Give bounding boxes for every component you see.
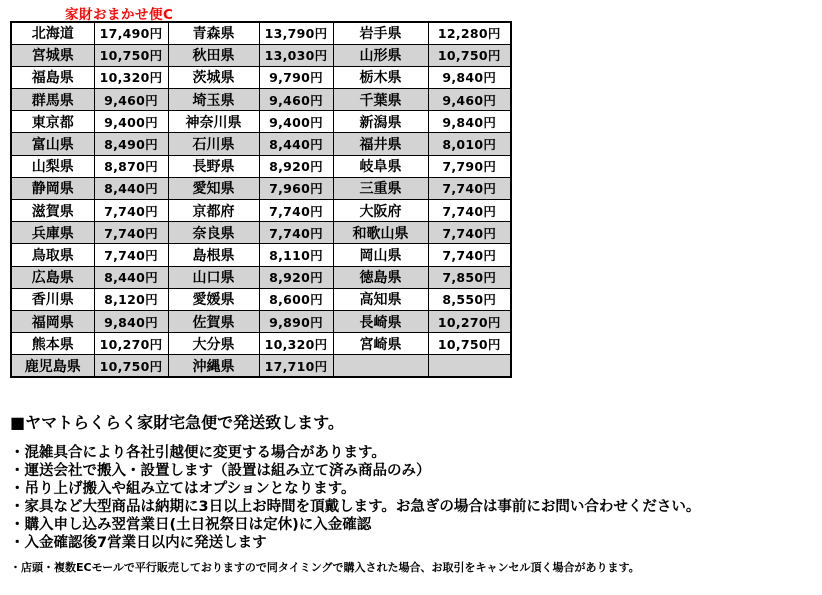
prefecture-cell [333, 355, 428, 377]
prefecture-cell: 愛媛県 [168, 288, 259, 310]
prefecture-cell: 宮崎県 [333, 333, 428, 355]
price-cell: 10,270円 [94, 333, 168, 355]
prefecture-cell: 栃木県 [333, 66, 428, 88]
prefecture-cell: 宮城県 [11, 44, 94, 66]
price-cell: 13,790円 [259, 22, 333, 44]
prefecture-cell: 秋田県 [168, 44, 259, 66]
prefecture-cell: 山形県 [333, 44, 428, 66]
prefecture-cell: 熊本県 [11, 333, 94, 355]
price-cell: 9,840円 [428, 111, 511, 133]
price-cell: 8,120円 [94, 288, 168, 310]
price-cell: 10,320円 [259, 333, 333, 355]
prefecture-cell: 広島県 [11, 266, 94, 288]
table-row [11, 133, 511, 155]
table-row [11, 355, 511, 377]
price-cell: 7,960円 [259, 177, 333, 199]
notes-bullet: ・家具など大型商品は納期に3日以上お時間を頂戴します。お急ぎの場合は事前にお問い合わせください。 [10, 499, 701, 515]
price-cell: 8,870円 [94, 155, 168, 177]
notes-heading: ■ヤマトらくらく家財宅急便で発送致します。 [10, 413, 344, 432]
page-title: 家財おまかせ便C [65, 7, 174, 23]
price-cell: 7,740円 [428, 244, 511, 266]
price-cell: 8,110円 [259, 244, 333, 266]
prefecture-cell: 福岡県 [11, 310, 94, 332]
prefecture-cell: 大分県 [168, 333, 259, 355]
price-cell: 9,890円 [259, 310, 333, 332]
prefecture-cell: 大阪府 [333, 200, 428, 222]
price-cell: 7,740円 [94, 244, 168, 266]
prefecture-cell: 香川県 [11, 288, 94, 310]
prefecture-cell: 北海道 [11, 22, 94, 44]
prefecture-cell: 滋賀県 [11, 200, 94, 222]
prefecture-cell: 兵庫県 [11, 222, 94, 244]
price-cell: 9,840円 [94, 310, 168, 332]
prefecture-cell: 静岡県 [11, 177, 94, 199]
price-cell: 8,920円 [259, 266, 333, 288]
prefecture-cell: 千葉県 [333, 89, 428, 111]
price-cell: 9,400円 [94, 111, 168, 133]
prefecture-cell: 徳島県 [333, 266, 428, 288]
prefecture-cell: 茨城県 [168, 66, 259, 88]
prefecture-cell: 鳥取県 [11, 244, 94, 266]
prefecture-cell: 三重県 [333, 177, 428, 199]
price-cell: 17,710円 [259, 355, 333, 377]
table-row [11, 333, 511, 355]
table-row [11, 66, 511, 88]
price-cell: 9,460円 [259, 89, 333, 111]
price-cell: 8,010円 [428, 133, 511, 155]
prefecture-cell: 沖縄県 [168, 355, 259, 377]
shipping-notes [10, 410, 820, 575]
table-row [11, 222, 511, 244]
table-row [11, 310, 511, 332]
prefecture-cell: 愛知県 [168, 177, 259, 199]
price-cell: 8,440円 [94, 177, 168, 199]
price-cell: 12,280円 [428, 22, 511, 44]
table-row [11, 89, 511, 111]
prefecture-cell: 神奈川県 [168, 111, 259, 133]
notes-bullet: ・吊り上げ搬入や組み立てはオプションとなります。 [10, 481, 356, 497]
price-cell: 10,320円 [94, 66, 168, 88]
prefecture-cell: 石川県 [168, 133, 259, 155]
prefecture-cell: 福井県 [333, 133, 428, 155]
prefecture-cell: 福島県 [11, 66, 94, 88]
prefecture-cell: 埼玉県 [168, 89, 259, 111]
prefecture-cell: 鹿児島県 [11, 355, 94, 377]
price-cell: 7,740円 [428, 177, 511, 199]
prefecture-cell: 島根県 [168, 244, 259, 266]
table-row [11, 111, 511, 133]
prefecture-cell: 長崎県 [333, 310, 428, 332]
table-row [11, 44, 511, 66]
price-cell: 10,750円 [428, 333, 511, 355]
price-cell: 10,270円 [428, 310, 511, 332]
price-cell: 9,460円 [428, 89, 511, 111]
table-row [11, 22, 511, 44]
notes-list [10, 444, 820, 552]
price-cell: 7,740円 [94, 222, 168, 244]
prefecture-cell: 京都府 [168, 200, 259, 222]
price-cell: 7,790円 [428, 155, 511, 177]
price-cell: 8,440円 [259, 133, 333, 155]
table-row [11, 288, 511, 310]
prefecture-cell: 山梨県 [11, 155, 94, 177]
price-cell: 7,740円 [94, 200, 168, 222]
price-cell: 7,740円 [259, 222, 333, 244]
price-cell: 8,920円 [259, 155, 333, 177]
price-cell: 8,600円 [259, 288, 333, 310]
price-cell: 7,850円 [428, 266, 511, 288]
price-cell: 7,740円 [428, 222, 511, 244]
price-cell: 9,400円 [259, 111, 333, 133]
notes-bullet: ・混雑具合により各社引越便に変更する場合があります。 [10, 445, 386, 461]
notes-bullet: ・入金確認後7営業日以内に発送します [10, 535, 267, 551]
price-cell: 8,550円 [428, 288, 511, 310]
table-row [11, 155, 511, 177]
prefecture-cell: 青森県 [168, 22, 259, 44]
notes-bullet: ・運送会社で搬入・設置します（設置は組み立て済み商品のみ） [10, 463, 431, 479]
prefecture-cell: 群馬県 [11, 89, 94, 111]
prefecture-cell: 高知県 [333, 288, 428, 310]
price-cell: 9,460円 [94, 89, 168, 111]
price-cell: 9,790円 [259, 66, 333, 88]
price-cell: 10,750円 [94, 44, 168, 66]
table-row [11, 244, 511, 266]
price-cell: 7,740円 [259, 200, 333, 222]
price-cell: 9,840円 [428, 66, 511, 88]
table-row [11, 200, 511, 222]
table-row [11, 266, 511, 288]
price-cell: 13,030円 [259, 44, 333, 66]
price-cell: 10,750円 [428, 44, 511, 66]
prefecture-cell: 岡山県 [333, 244, 428, 266]
notes-footnote: ・店頭・複数ECモールで平行販売しておりますので同タイミングで購入された場合、お取引をキャンセル頂く場合があります。 [10, 561, 640, 574]
price-cell: 8,490円 [94, 133, 168, 155]
price-cell: 8,440円 [94, 266, 168, 288]
table-row [11, 177, 511, 199]
price-cell: 10,750円 [94, 355, 168, 377]
prefecture-cell: 長野県 [168, 155, 259, 177]
notes-bullet: ・購入申し込み翌営業日(土日祝祭日は定休)に入金確認 [10, 517, 372, 533]
prefecture-cell: 富山県 [11, 133, 94, 155]
shipping-fee-table-body [11, 22, 511, 377]
price-cell: 17,490円 [94, 22, 168, 44]
prefecture-cell: 新潟県 [333, 111, 428, 133]
prefecture-cell: 奈良県 [168, 222, 259, 244]
price-cell: 7,740円 [428, 200, 511, 222]
prefecture-cell: 和歌山県 [333, 222, 428, 244]
prefecture-cell: 東京都 [11, 111, 94, 133]
prefecture-cell: 佐賀県 [168, 310, 259, 332]
price-cell [428, 355, 511, 377]
prefecture-cell: 岐阜県 [333, 155, 428, 177]
shipping-fee-table [10, 21, 512, 378]
prefecture-cell: 岩手県 [333, 22, 428, 44]
prefecture-cell: 山口県 [168, 266, 259, 288]
